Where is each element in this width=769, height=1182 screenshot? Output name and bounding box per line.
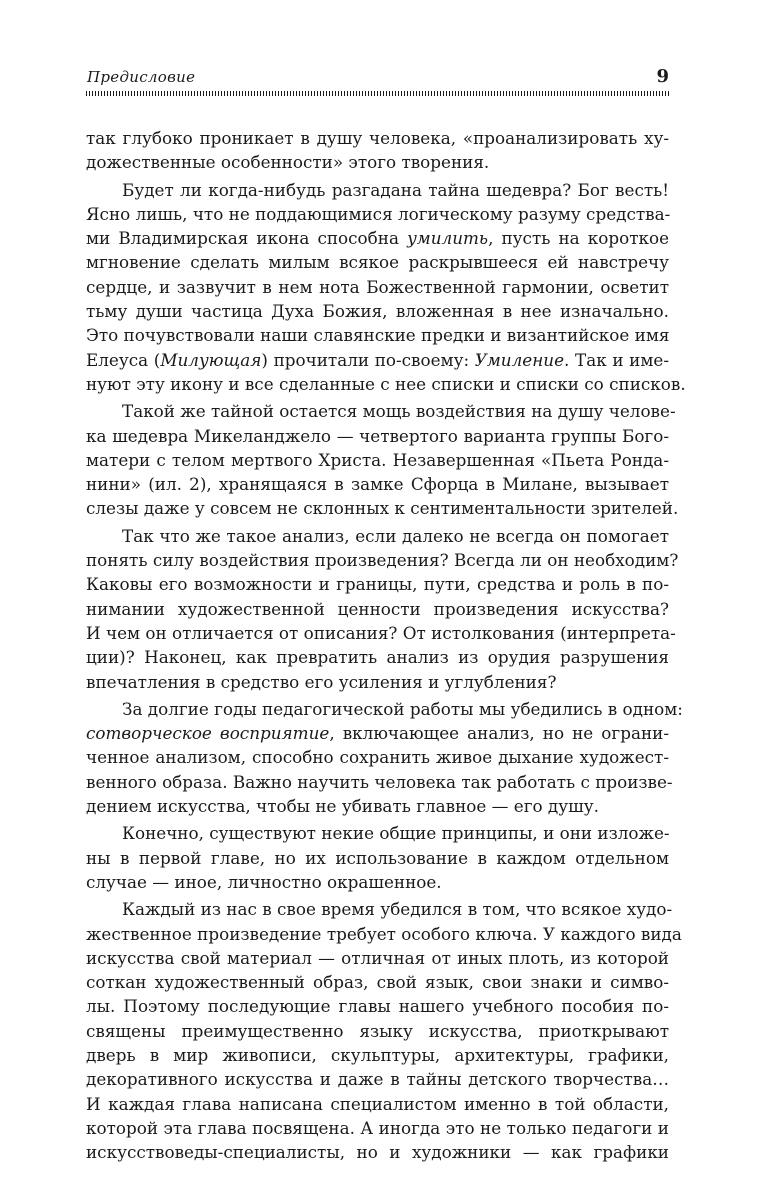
emphasis: Милующая: [160, 349, 262, 370]
text-line: [86, 597, 669, 621]
text-line: [86, 323, 669, 347]
text-segment: случае — иное, личностно окрашенное.: [86, 871, 442, 892]
page-number: 9: [656, 66, 669, 87]
text-segment: Елеуса (: [86, 349, 161, 370]
emphasis: сотворческое восприятие: [86, 723, 330, 744]
text-line: [86, 1043, 669, 1067]
text-line: [86, 1116, 669, 1140]
text-segment: ции)? Наконец, как превратить анализ из орудия разрушения: [86, 647, 669, 668]
text-segment: дверь в мир живописи, скульптуры, архитектуры, графики,: [86, 1044, 669, 1065]
paragraph: [86, 399, 679, 520]
text-line: [86, 897, 673, 921]
text-segment: Так что же такое анализ, если далеко не всегда он помогает: [122, 525, 669, 546]
text-segment: слезы даже у совсем не склонных к сентиментальности зрителей.: [86, 498, 679, 519]
text-line: [86, 496, 679, 520]
text-segment: Такой же тайной остается мощь воздействия на душу челове-: [122, 401, 676, 422]
paragraph: [86, 178, 686, 397]
text-line: [86, 821, 669, 845]
text-segment: нини» (ил. 2), хранящаяся в замке Сфорца в Милане, вызывает: [86, 474, 669, 495]
text-segment: мгновение сделать милым всякое раскрывшееся ей навстречу: [86, 252, 669, 273]
text-segment: которой эта глава посвящена. А иногда это не только педагоги и: [86, 1117, 669, 1138]
text-segment: искусствоведы-специалисты, но и художники — как графики: [86, 1142, 669, 1163]
text-line: [86, 348, 669, 372]
paragraph: [86, 697, 683, 818]
text-line: [86, 770, 673, 794]
text-line: [86, 424, 669, 448]
body-text: [86, 126, 686, 1164]
text-line: [86, 250, 669, 274]
text-line: [86, 178, 669, 202]
text-segment: ) прочитали по-своему:: [261, 349, 475, 370]
text-segment: искусства свой материал — отличная от иных плоть, из которой: [86, 947, 669, 968]
paragraph: [86, 126, 669, 175]
text-segment: декоративного искусства и даже в тайны детского творчества…: [86, 1069, 669, 1090]
text-line: [86, 472, 669, 496]
text-segment: дением искусства, чтобы не убивать главное — его душу.: [86, 796, 599, 817]
text-segment: И каждая глава написана специалистом именно в той области,: [86, 1093, 669, 1114]
text-line: [86, 448, 669, 472]
text-line: [86, 524, 669, 548]
text-segment: . Так и име-: [564, 349, 669, 370]
text-line: [86, 870, 669, 894]
emphasis: Умиление: [474, 349, 565, 370]
text-segment: Это почувствовали наши славянские предки и византийское имя: [86, 325, 670, 346]
text-line: [86, 670, 669, 694]
text-segment: дожественные особенности» этого творения.: [86, 152, 490, 173]
text-line: [86, 150, 669, 174]
text-line: [86, 1019, 669, 1043]
text-segment: тьму души частица Духа Божия, вложенная в нее изначально.: [86, 301, 669, 322]
text-segment: ны в первой главе, но их использование в каждом отдельном: [86, 847, 669, 868]
paragraph: [86, 524, 679, 694]
text-line: [86, 275, 669, 299]
text-line: [86, 1067, 669, 1091]
text-line: [86, 745, 669, 769]
text-segment: впечатления в средство его усиления и углубления?: [86, 671, 557, 692]
page-header: [86, 66, 669, 102]
text-line: [86, 299, 669, 323]
text-line: [86, 126, 669, 150]
text-line: [86, 846, 669, 870]
text-line: [86, 994, 669, 1018]
text-line: [86, 645, 669, 669]
text-segment: ми Владимирская икона способна: [86, 228, 408, 249]
text-line: [86, 226, 669, 250]
text-segment: понять силу воздействия произведения? Всегда ли он необходим?: [86, 550, 679, 571]
text-segment: венного образа. Важно научить человека так работать с произве-: [86, 771, 673, 792]
text-line: [86, 697, 683, 721]
text-segment: , пусть на короткое: [488, 228, 669, 249]
text-segment: так глубоко проникает в душу человека, «проанализировать ху-: [86, 128, 669, 148]
text-line: [86, 621, 676, 645]
text-segment: ка шедевра Микеланджело — четвертого варианта группы Бого-: [86, 425, 669, 446]
text-segment: лы. Поэтому последующие главы нашего учебного пособия по-: [86, 996, 669, 1017]
text-segment: жественное произведение требует особого ключа. У каждого вида: [86, 923, 682, 944]
text-line: [86, 922, 682, 946]
emphasis: умилить: [407, 228, 489, 249]
header-rule: [86, 91, 669, 96]
text-segment: И чем он отличается от описания? От истолкования (интерпрета-: [86, 622, 676, 643]
text-line: [86, 572, 669, 596]
text-line: [86, 946, 669, 970]
paragraph: [86, 821, 669, 894]
text-line: [86, 970, 669, 994]
text-line: [86, 399, 676, 423]
text-segment: За долгие годы педагогической работы мы убедились в одном:: [122, 698, 683, 719]
text-segment: Каждый из нас в свое время убедился в том, что всякое худо-: [122, 899, 673, 920]
text-segment: , включающее анализ, но не ограни-: [329, 723, 669, 744]
text-segment: нимании художественной ценности произведения искусства?: [86, 598, 669, 619]
running-head: Предисловие: [87, 68, 196, 86]
text-line: [86, 372, 686, 396]
text-line: [86, 1092, 669, 1116]
text-line: [86, 1140, 669, 1164]
text-line: [86, 794, 669, 818]
paragraph: [86, 897, 682, 1164]
text-segment: священы преимущественно языку искусства, приоткрывают: [86, 1020, 669, 1041]
text-segment: Конечно, существуют некие общие принципы, и они изложе-: [122, 823, 670, 844]
text-segment: сердце, и зазвучит в нем нота Божественной гармонии, осветит: [86, 276, 669, 297]
text-segment: Каковы его возможности и границы, пути, средства и роль в по-: [86, 574, 669, 595]
text-segment: Будет ли когда-нибудь разгадана тайна шедевра? Бог весть!: [122, 179, 669, 200]
text-line: [86, 721, 669, 745]
text-segment: ченное анализом, способно сохранить живое дыхание художест-: [86, 747, 669, 768]
text-segment: нуют эту икону и все сделанные с нее списки и списки со списков.: [86, 373, 686, 394]
text-line: [86, 548, 679, 572]
text-line: [86, 202, 669, 226]
text-segment: Ясно лишь, что не поддающимися логическому разуму средства-: [86, 203, 671, 224]
text-segment: соткан художественный образ, свой язык, свои знаки и симво-: [86, 972, 669, 993]
text-segment: матери с телом мертвого Христа. Незавершенная «Пьета Ронда-: [86, 449, 669, 470]
